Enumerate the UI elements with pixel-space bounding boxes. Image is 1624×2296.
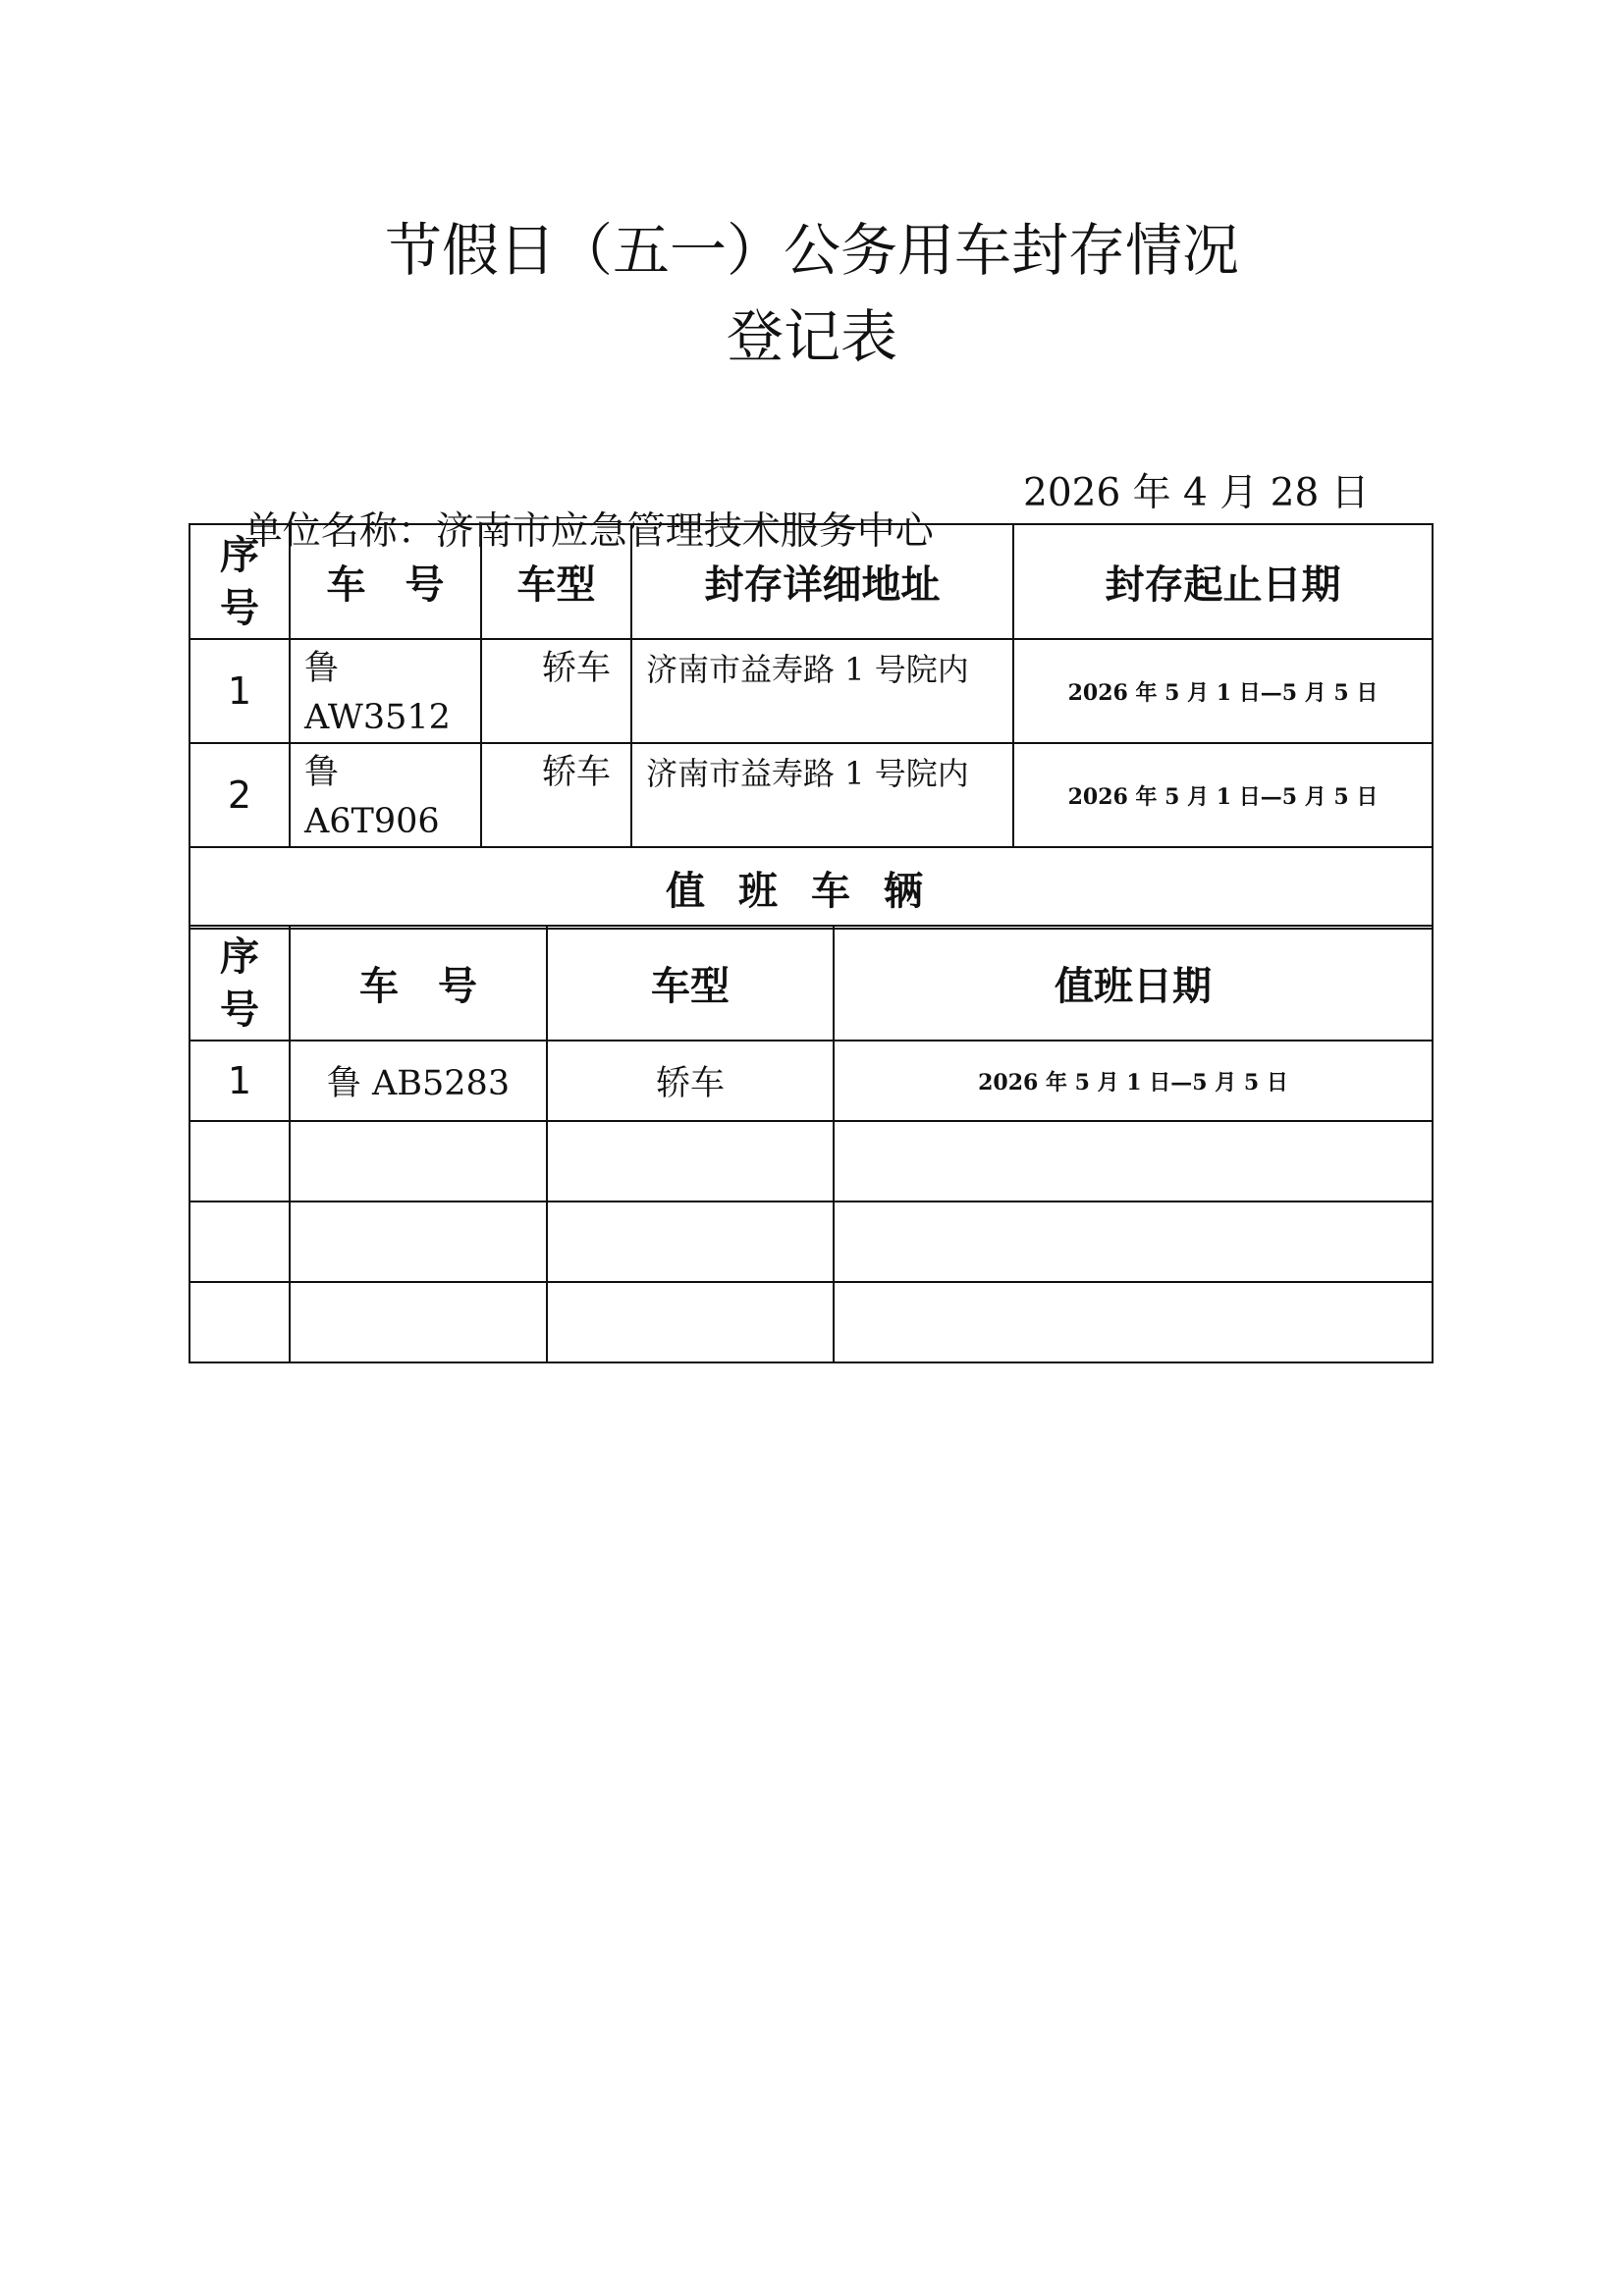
- document-title: 节假日（五一）公务用车封存情况: [384, 217, 1239, 284]
- section-row: [189, 847, 1433, 929]
- header-plate: 车 号: [290, 524, 481, 639]
- table-row: [189, 1282, 1433, 1362]
- sealed-header-row: [189, 524, 1433, 639]
- row-seq: [189, 1201, 290, 1282]
- row-seq: 1: [189, 1041, 290, 1121]
- row-dates: [834, 1121, 1433, 1201]
- row-plate: 鲁 A6T906: [290, 743, 481, 847]
- duty-header-row: [189, 926, 1433, 1041]
- row-dates: 2026 年 5 月 1 日—5 月 5 日: [1013, 743, 1433, 847]
- header-seq: 序 号: [189, 524, 290, 639]
- row-address: 济南市益寿路 1 号院内: [631, 639, 1013, 743]
- header-address: 封存详细地址: [631, 524, 1013, 639]
- row-dates: [834, 1201, 1433, 1282]
- header-type: 车型: [547, 926, 834, 1041]
- row-plate: [290, 1121, 547, 1201]
- row-type: [547, 1201, 834, 1282]
- row-seq: [189, 1282, 290, 1362]
- document-subtitle: 登记表: [726, 303, 897, 370]
- row-plate: [290, 1282, 547, 1362]
- table-row: [189, 743, 1433, 847]
- row-plate: 鲁 AW3512: [290, 639, 481, 743]
- table-row: [189, 1201, 1433, 1282]
- table-row: [189, 1121, 1433, 1201]
- row-type: [547, 1282, 834, 1362]
- table-row: [189, 1041, 1433, 1121]
- row-type: 轿车: [481, 639, 631, 743]
- header-seq: 序 号: [189, 926, 290, 1041]
- table-row: [189, 639, 1433, 743]
- fill-date: 2026 年 4 月 28 日: [1023, 471, 1370, 515]
- row-plate: 鲁 AB5283: [290, 1041, 547, 1121]
- row-type: 轿车: [547, 1041, 834, 1121]
- row-address: 济南市益寿路 1 号院内: [631, 743, 1013, 847]
- header-duty-dates: 值班日期: [834, 926, 1433, 1041]
- sealed-vehicles-table: [189, 523, 1434, 930]
- section-title: 值班车辆: [189, 847, 1433, 929]
- header-plate: 车 号: [290, 926, 547, 1041]
- duty-vehicles-table: [189, 925, 1434, 1363]
- row-seq: [189, 1121, 290, 1201]
- row-type: 轿车: [481, 743, 631, 847]
- row-plate: [290, 1201, 547, 1282]
- header-type: 车型: [481, 524, 631, 639]
- row-seq: 1: [189, 639, 290, 743]
- row-dates: 2026 年 5 月 1 日—5 月 5 日: [834, 1041, 1433, 1121]
- row-dates: [834, 1282, 1433, 1362]
- unit-name: 单位名称：济南市应急管理技术服务中心: [244, 509, 934, 554]
- row-seq: 2: [189, 743, 290, 847]
- row-dates: 2026 年 5 月 1 日—5 月 5 日: [1013, 639, 1433, 743]
- header-dates: 封存起止日期: [1013, 524, 1433, 639]
- row-type: [547, 1121, 834, 1201]
